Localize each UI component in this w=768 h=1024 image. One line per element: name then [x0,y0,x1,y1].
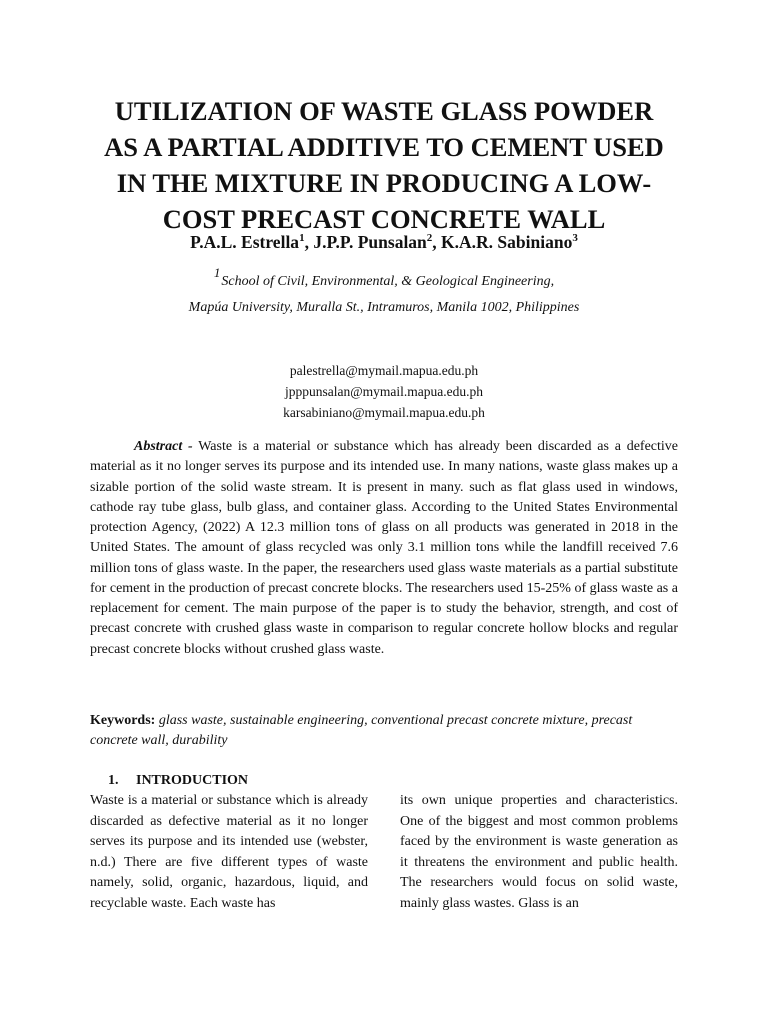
author-email[interactable]: karsabiniano@mymail.mapua.edu.ph [283,405,485,420]
abstract-paragraph [90,437,678,660]
title-line: AS A PARTIAL ADDITIVE TO CEMENT USED [104,132,664,162]
author-name: J.P.P. Punsalan [313,232,427,252]
author-superscript: 3 [572,232,578,244]
affiliation-school: School of Civil, Environmental, & Geological Engineering, [221,274,555,289]
section-number: 1. [108,773,119,788]
author-list [100,230,668,254]
keywords-paragraph [90,711,678,751]
abstract-text: Waste is a material or substance which has already been discarded as a defective material as it no longer serves its purpose and its intended use. In many nations, waste glass makes up a sizable portion of the solid waste stream. It is present in many. such as flat glass used in windows, cathode ray tube glass, bulb glass, and container glass. According to the United States Environmental protection Agency, (2022) A 12.3 million tons of glass on all products was generated in 2018 in the United States. The amount of glass recycled was only 3.1 million tons while the landfill received 7.6 million tons of glass waste. In the paper, the researchers used glass waste materials as a partial substitute for cement in the production of precast concrete blocks. The researchers used 15-25% of glass waste as a replacement for cement. The main purpose of the paper is to study the behavior, strength, and cost of precast concrete with crushed glass waste in comparison to regular concrete hollow blocks and regular precast concrete blocks without crushed glass waste. [90,439,679,657]
author-separator: , [432,232,442,252]
section-heading-introduction [108,771,248,791]
section-title: INTRODUCTION [136,773,249,788]
email-list [100,360,668,423]
affiliation-line-1 [100,263,668,292]
author-superscript: 2 [426,232,433,244]
author-email[interactable]: jpppunsalan@mymail.mapua.edu.ph [284,384,484,399]
affiliation-superscript: 1 [213,265,221,280]
author-name: K.A.R. Sabiniano [441,232,573,252]
keywords-label: Keywords: [90,713,156,728]
affiliation-line-2: Mapúa University, Muralla St., Intramuros, Manila 1002, Philippines [188,300,580,315]
introduction-left-column: Waste is a material or substance which is already discarded as defective material as it no longer serves its purpose and its intended use (webster, n.d.) There are five different types of waste namely, solid, organic, hazardous, liquid, and recyclable waste. Each waste has [90,793,368,911]
author-email[interactable]: palestrella@mymail.mapua.edu.ph [289,363,479,378]
author-name: P.A.L. Estrella [190,232,300,252]
author-superscript: 1 [299,232,305,244]
title-line: COST PRECAST CONCRETE WALL [162,204,606,234]
paper-title [100,93,668,237]
abstract-label: Abstract - [134,439,193,454]
title-line: UTILIZATION OF WASTE GLASS POWDER [114,96,654,126]
author-separator: , [304,232,314,252]
introduction-right-column: its own unique properties and characteristics. One of the biggest and most common problems faced by the environment is waste generation as it threatens the environment and public health. The researchers would focus on solid waste, mainly glass wastes. Glass is an [400,793,678,911]
keywords-text: glass waste, sustainable engineering, conventional precast concrete mixture, precast concrete wall, durability [90,713,633,748]
title-line: IN THE MIXTURE IN PRODUCING A LOW- [116,168,652,198]
